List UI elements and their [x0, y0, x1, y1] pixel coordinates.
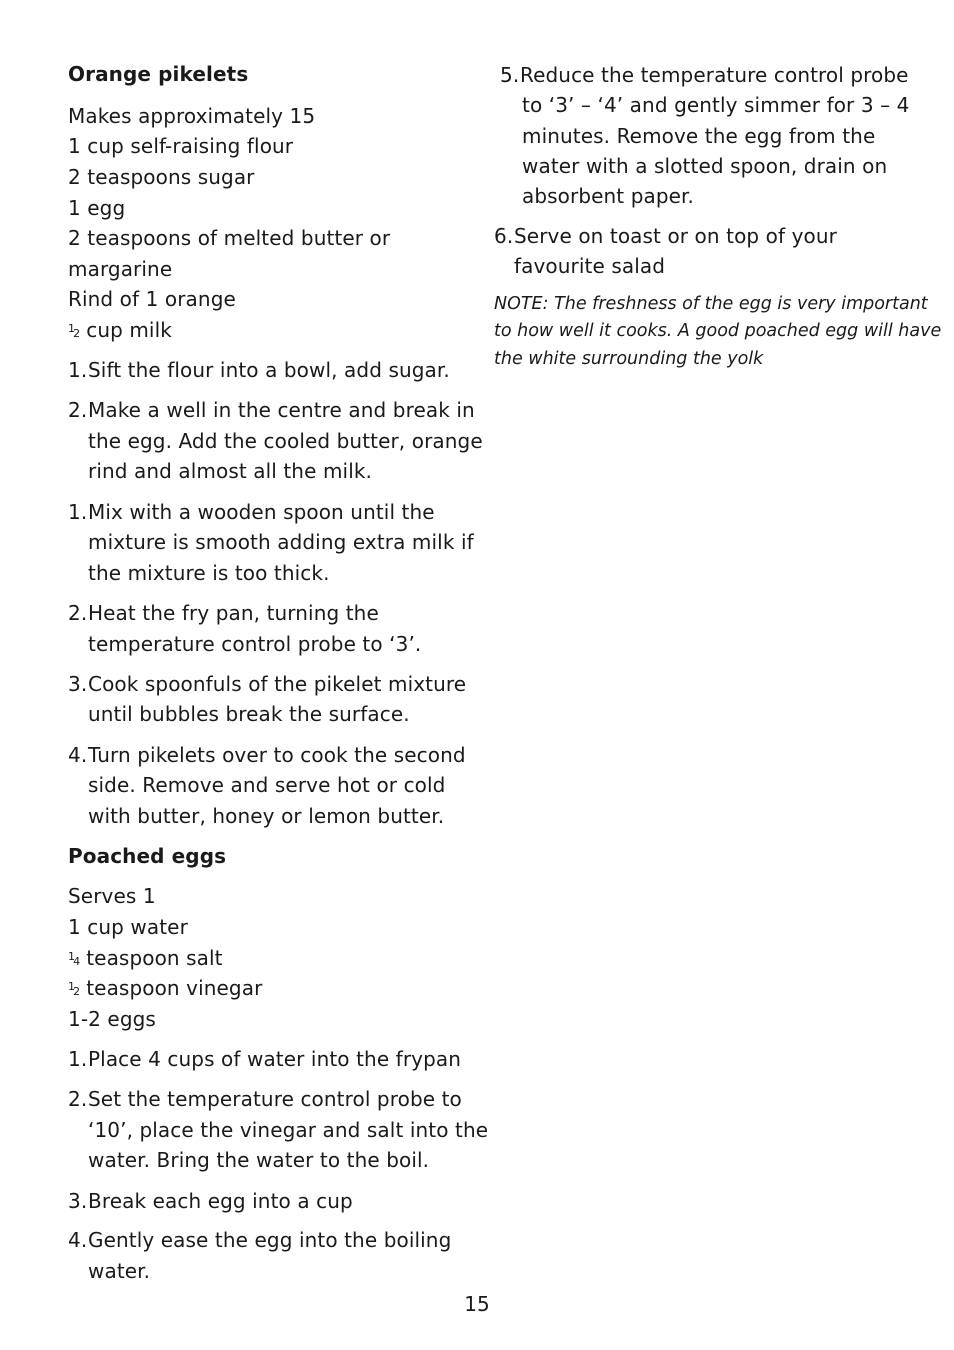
ingredient-line: Rind of 1 orange	[68, 287, 236, 311]
step-line: 1.Sift the flour into a bowl, add sugar.	[68, 358, 450, 382]
ingredient-line: 1 cup self-raising flour	[68, 134, 294, 158]
ingredient-line: 2 teaspoons sugar	[68, 165, 255, 189]
step-line: the mixture is too thick.	[88, 561, 330, 585]
ingredient-line: Serves 1	[68, 884, 156, 908]
step-line: 2.Set the temperature control probe to	[68, 1087, 462, 1111]
step-line: ‘10’, place the vinegar and salt into the	[88, 1118, 489, 1142]
step-line: 1.Place 4 cups of water into the frypan	[68, 1047, 462, 1071]
ingredient-line: 2 teaspoons of melted butter or	[68, 226, 391, 250]
step-line: absorbent paper.	[522, 184, 695, 208]
step-line: 2.Heat the fry pan, turning the	[68, 601, 379, 625]
ingredient-salt: $^1$4 teaspoon salt	[68, 946, 223, 970]
step-line: 3.Break each egg into a cup	[68, 1189, 353, 1213]
ingredient-milk: $^1$2 cup milk	[68, 318, 172, 342]
step-line: 6.Serve on toast or on top of your	[494, 224, 837, 248]
step-line: minutes. Remove the egg from the	[522, 124, 876, 148]
step-line: to ‘3’ – ‘4’ and gently simmer for 3 – 4	[522, 93, 910, 117]
step-line: rind and almost all the milk.	[88, 459, 372, 483]
ingredient-line: margarine	[68, 257, 173, 281]
note-line: the white surrounding the yolk	[494, 349, 764, 369]
ingredient-vinegar: $^1$2 teaspoon vinegar	[68, 976, 263, 1000]
ingredient-line: 1 cup water	[68, 915, 188, 939]
step-line: the egg. Add the cooled butter, orange	[88, 429, 483, 453]
step-line: water. Bring the water to the boil.	[88, 1148, 430, 1172]
step-line: mixture is smooth adding extra milk if	[88, 530, 474, 554]
note-line: NOTE: The freshness of the egg is very important	[494, 294, 928, 314]
page-number: 15	[464, 1292, 490, 1316]
note-line: to how well it cooks. A good poached egg will have	[494, 321, 942, 341]
step-line: with butter, honey or lemon butter.	[88, 804, 445, 828]
ingredient-line: 1 egg	[68, 196, 126, 220]
ingredient-line: Makes approximately 15	[68, 104, 316, 128]
step-line: 4.Gently ease the egg into the boiling	[68, 1228, 452, 1252]
step-line: favourite salad	[514, 254, 666, 278]
step-line: water.	[88, 1259, 151, 1283]
step-line: water with a slotted spoon, drain on	[522, 154, 888, 178]
step-line: 3.Cook spoonfuls of the pikelet mixture	[68, 672, 467, 696]
step-line: temperature control probe to ‘3’.	[88, 632, 422, 656]
pikelets-title: Orange pikelets	[68, 62, 249, 86]
step-line: 5.Reduce the temperature control probe	[500, 63, 909, 87]
ingredient-line: 1-2 eggs	[68, 1007, 156, 1031]
step-line: until bubbles break the surface.	[88, 702, 410, 726]
step-line: 1.Mix with a wooden spoon until the	[68, 500, 435, 524]
eggs-title: Poached eggs	[68, 844, 227, 868]
step-line: 2.Make a well in the centre and break in	[68, 398, 475, 422]
step-line: 4.Turn pikelets over to cook the second	[68, 743, 466, 767]
step-line: side. Remove and serve hot or cold	[88, 773, 446, 797]
